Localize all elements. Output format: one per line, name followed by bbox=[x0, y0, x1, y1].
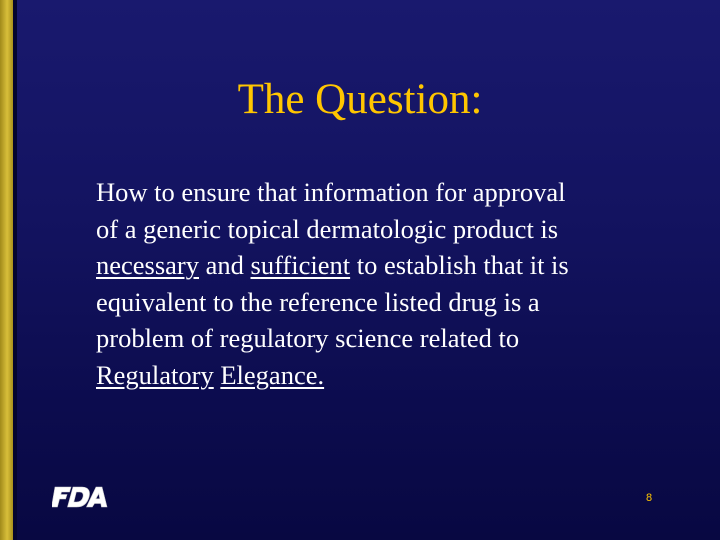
body-line-4: equivalent to the reference listed drug is a bbox=[96, 286, 540, 317]
body-line-3-mid: and bbox=[199, 250, 251, 281]
body-line-1: How to ensure that information for approval bbox=[96, 177, 566, 207]
page-number: 8 bbox=[646, 492, 653, 504]
underlined-sufficient: sufficient bbox=[250, 250, 351, 281]
body-line-5: problem of regulatory science related to bbox=[96, 323, 520, 354]
underlined-regulatory: Regulatory bbox=[96, 359, 214, 390]
body-line-2: of a generic topical dermatologic product is bbox=[96, 213, 559, 244]
underlined-elegance: Elegance. bbox=[220, 359, 325, 390]
underlined-necessary: necessary bbox=[96, 250, 199, 281]
body-line-3-end: to establish that it is bbox=[350, 250, 569, 281]
slide-title: The Question: bbox=[237, 76, 483, 123]
slide-body-text bbox=[96, 174, 676, 394]
fda-logo-icon bbox=[52, 484, 110, 510]
